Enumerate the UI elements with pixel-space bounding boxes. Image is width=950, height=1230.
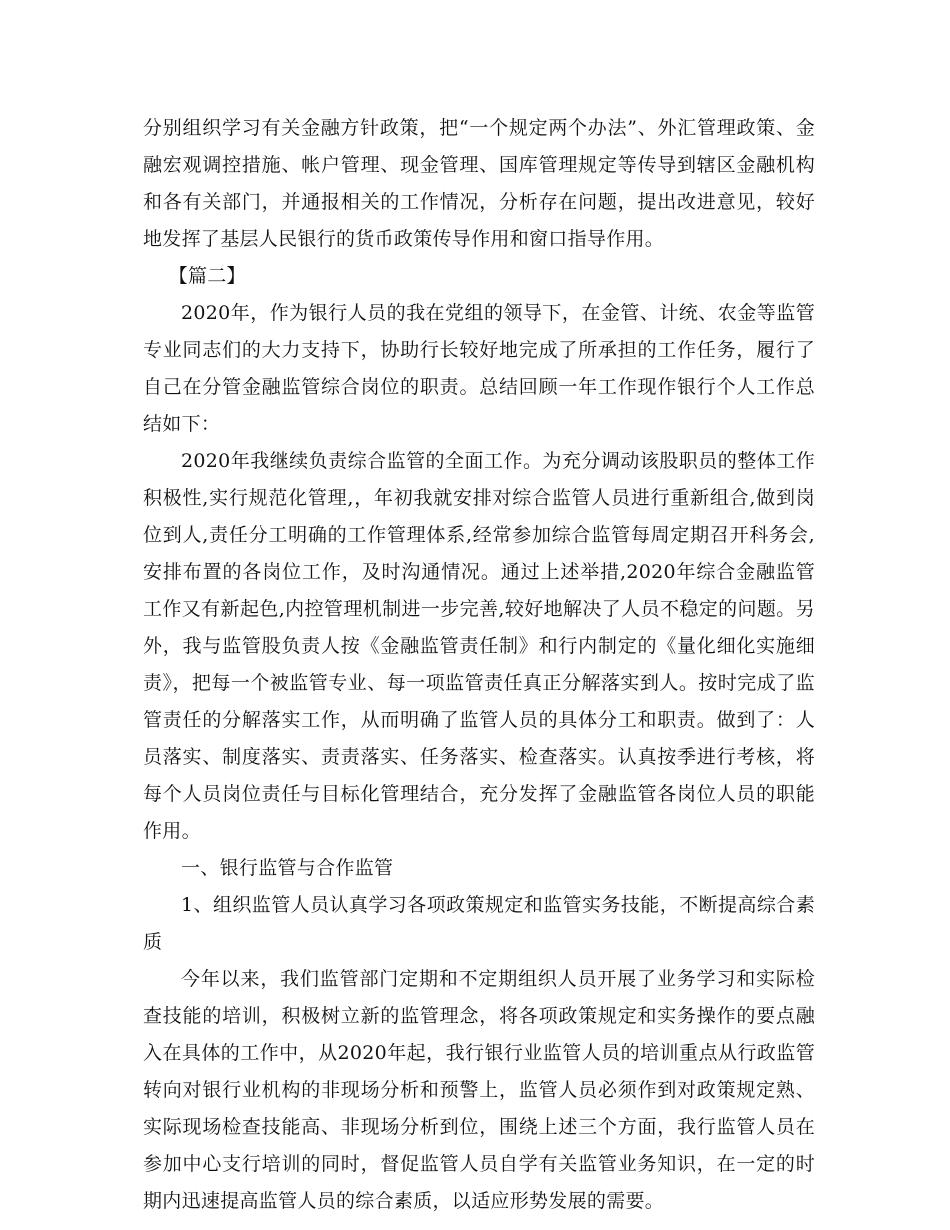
paragraph-continuation: 分别组织学习有关金融方针政策，把“一个规定两个办法”、外汇管理政策、金融宏观调控措施、帐户管理、现金管理、国库管理规定等传导到辖区金融机构和各有关部门，并通报相关的工作情况，分析存在问题，提出改进意见，较好地发挥了基层人民银行的货币政策传导作用和窗口指导作用。 bbox=[143, 117, 815, 250]
section-heading-bank-supervision: 一、银行监管与合作监管 bbox=[181, 857, 394, 879]
section-heading-part-two: 【篇二】 bbox=[168, 265, 246, 287]
document-body bbox=[143, 110, 815, 1220]
subheading-training: 1、组织监管人员认真学习各项政策规定和监管实务技能，不断提高综合素质 bbox=[143, 894, 815, 953]
paragraph-intro: 2020年，作为银行人员的我在党组的领导下，在金管、计统、农金等监管专业同志们的大力支持下，协助行长较好地完成了所承担的工作任务，履行了自己在分管金融监管综合岗位的职责。总结回顾一年工作现作银行个人工作总结如下： bbox=[143, 302, 815, 435]
paragraph-training-details: 今年以来，我们监管部门定期和不定期组织人员开展了业务学习和实际检查技能的培训，积极树立新的监管理念，将各项政策规定和实务操作的要点融入在具体的工作中，从2020年起，我行银行业监管人员的培训重点从行政监管转向对银行业机构的非现场分析和预警上，监管人员必须作到对政策规定熟、实际现场检查技能高、非现场分析到位，围绕上述三个方面，我行监管人员在参加中心支行培训的同时，督促监管人员自学有关监管业务知识，在一定的时期内迅速提高监管人员的综合素质，以适应形势发展的需要。 bbox=[143, 968, 815, 1212]
paragraph-comprehensive-supervision: 2020年我继续负责综合监管的全面工作。为充分调动该股职员的整体工作积极性,实行规范化管理,，年初我就安排对综合监管人员进行重新组合,做到岗位到人,责任分工明确的工作管理体系,经常参加综合监管每周定期召开科务会,安排布置的各岗位工作，及时沟通情况。通过上述举措,2020年综合金融监管工作又有新起色,内控管理机制进一步完善,较好地解决了人员不稳定的问题。另外，我与监管股负责人按《金融监管责任制》和行内制定的《量化细化实施细责》，把每一个被监管专业、每一项监管责任真正分解落实到人。按时完成了监管责任的分解落实工作，从而明确了监管人员的具体分工和职责。做到了：人员落实、制度落实、责责落实、任务落实、检查落实。认真按季进行考核，将每个人员岗位责任与目标化管理结合，充分发挥了金融监管各岗位人员的职能作用。 bbox=[143, 450, 815, 842]
